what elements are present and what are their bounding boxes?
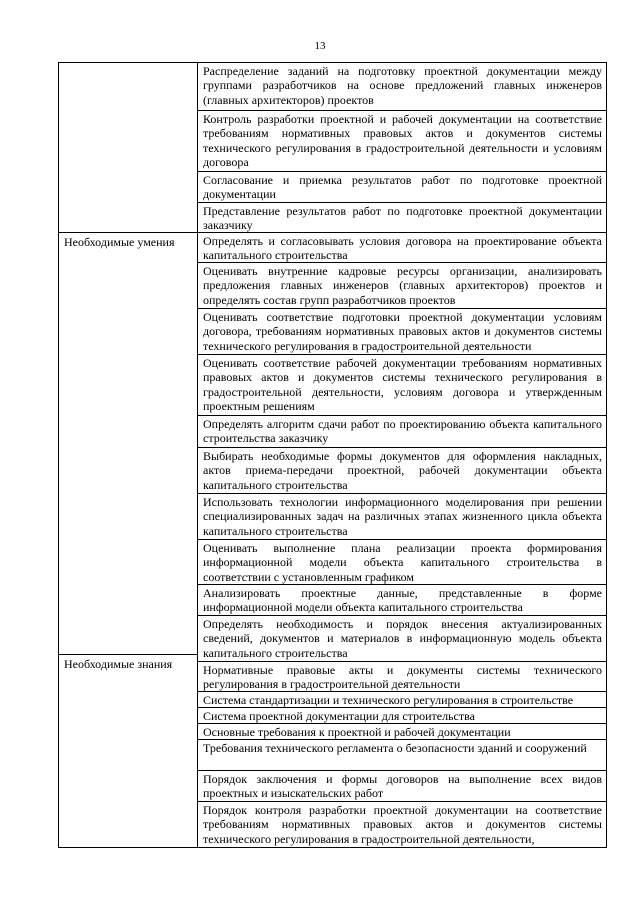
table-cell: Определять необходимость и порядок внесения актуализированных сведений, документов и материалов в информационную модель объекта капитального строительства <box>198 616 606 662</box>
table-right-column <box>198 63 606 847</box>
table-cell: Использовать технологии информационного моделирования при решении специализированных задач на различных этапах жизненного цикла объекта капитального строительства <box>198 494 606 540</box>
table-cell: Определять алгоритм сдачи работ по проектированию объекта капитального строительства заказчику <box>198 416 606 448</box>
knowledge-label: Необходимые знания <box>64 657 173 671</box>
table-cell: Оценивать выполнение плана реализации проекта формирования информационной модели объекта капитального строительства в соответствии с установленным графиком <box>198 540 606 585</box>
page-number: 13 <box>314 40 326 52</box>
row-divider <box>59 654 197 655</box>
competency-table <box>58 62 607 848</box>
table-cell: Выбирать необходимые формы документов для оформления накладных, актов приема-передачи проектной, рабочей документации объекта капитального строительства <box>198 448 606 494</box>
table-cell: Оценивать соответствие рабочей документации требованиям нормативных правовых актов и документов системы технического регулирования в градостроительной деятельности, условиям договора и утвержденным проектным решениям <box>198 355 606 416</box>
table-cell: Оценивать соответствие подготовки проектной документации условиям договора, требованиям нормативных правовых актов и документов системы технического регулирования в градостроительной деятельности <box>198 309 606 355</box>
table-cell: Порядок заключения и формы договоров на выполнение всех видов проектных и изыскательских работ <box>198 771 606 802</box>
table-cell: Основные требования к проектной и рабочей документации <box>198 724 606 740</box>
table-cell: Представление результатов работ по подготовке проектной документации заказчику <box>198 203 606 233</box>
table-cell: Оценивать внутренние кадровые ресурсы организации, анализировать предложения главных инженеров (главных архитекторов) проектов и определять состав групп разработчиков проектов <box>198 263 606 309</box>
table-cell: Система проектной документации для строительства <box>198 708 606 724</box>
table-cell: Система стандартизации и технического регулирования в строительстве <box>198 692 606 708</box>
table-cell: Согласование и приемка результатов работ по подготовке проектной документации <box>198 172 606 203</box>
table-cell: Распределение заданий на подготовку проектной документации между группами разработчиков на основе предложений главных инженеров (главных архитекторов) проектов <box>198 63 606 111</box>
table-cell: Требования технического регламента о безопасности зданий и сооружений <box>198 740 606 771</box>
table-cell: Определять и согласовывать условия договора на проектирование объекта капитального строительства <box>198 233 606 263</box>
skills-label: Необходимые умения <box>64 235 175 249</box>
row-divider <box>59 232 197 233</box>
table-cell: Контроль разработки проектной и рабочей документации на соответствие требованиям нормативных правовых актов и документов системы технического регулирования в градостроительной деятельности и условиям договора <box>198 111 606 172</box>
table-cell: Порядок контроля разработки проектной документации на соответствие требованиям нормативных правовых актов и документов системы технического регулирования в градостроительной деятельности, <box>203 803 602 846</box>
table-cell: Нормативные правовые акты и документы системы технического регулирования в градостроительной деятельности <box>198 662 606 692</box>
table-left-column <box>59 63 198 847</box>
table-cell: Анализировать проектные данные, представленные в форме информационной модели объекта капитального строительства <box>198 585 606 616</box>
